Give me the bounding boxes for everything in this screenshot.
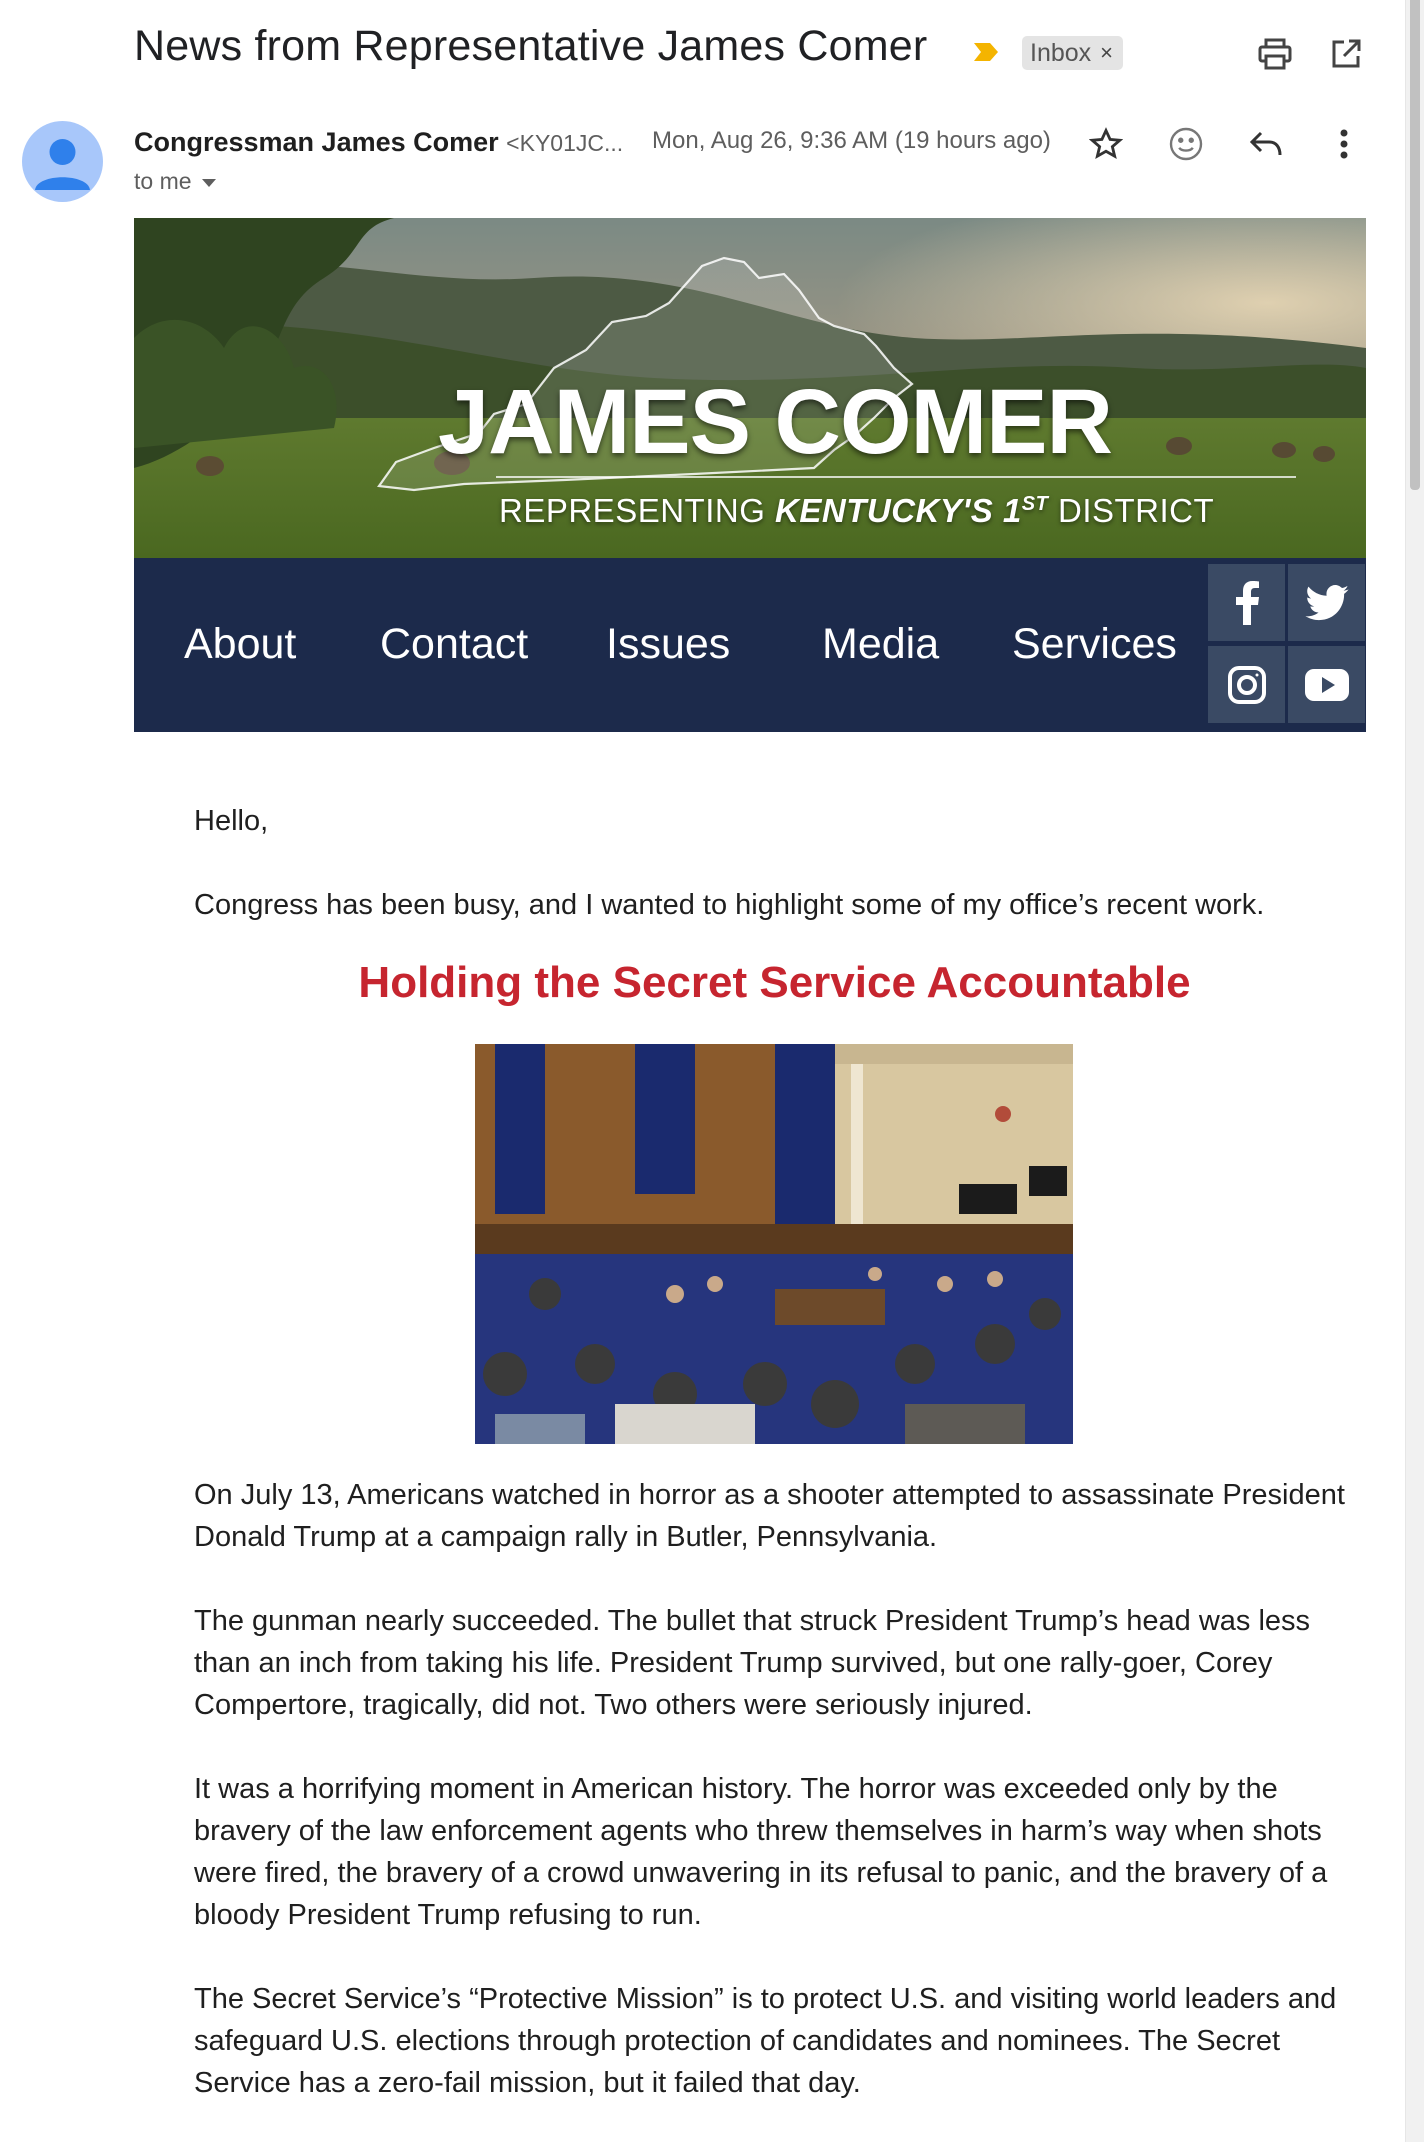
twitter-icon[interactable] xyxy=(1288,564,1365,641)
paragraph-2: The gunman nearly succeeded. The bullet that struck President Trump’s head was less than an inch from taking his life. President Trump survived, but one rally-goer, Corey Compertore, tragically, did not. Two others were seriously injured. xyxy=(194,1605,1311,1721)
greeting: Hello, xyxy=(194,805,269,837)
nav-contact[interactable]: Contact xyxy=(380,620,529,668)
recipient-line[interactable] xyxy=(134,168,216,195)
paragraph-4: The Secret Service’s “Protective Mission” is to protect U.S. and visiting world leaders and safeguard U.S. elections through protection of candidates and nominees. The Secret Service has a zero-fail mission, but it failed that day. xyxy=(194,1983,1337,2099)
intro-paragraph: Congress has been busy, and I wanted to highlight some of my office’s recent work. xyxy=(194,889,1265,921)
nav-media[interactable]: Media xyxy=(822,620,940,668)
more-options-icon[interactable] xyxy=(1322,122,1366,166)
banner-sub-suffix: DISTRICT xyxy=(1048,492,1215,529)
newsletter-nav xyxy=(134,558,1366,732)
open-in-new-window-icon[interactable] xyxy=(1326,34,1366,74)
instagram-icon[interactable] xyxy=(1208,646,1285,723)
inbox-label-chip xyxy=(1022,36,1123,70)
reply-icon[interactable] xyxy=(1244,122,1288,166)
banner-sub-state: KENTUCKY'S 1 xyxy=(775,492,1022,529)
section-headline: Holding the Secret Service Accountable xyxy=(358,958,1191,1007)
hearing-room-photo xyxy=(475,1044,1073,1444)
email-subject: News from Representative James Comer xyxy=(134,22,928,70)
sender-name[interactable]: Congressman James Comer xyxy=(134,127,499,157)
remove-label-button[interactable]: × xyxy=(1100,40,1114,65)
sender-line xyxy=(134,127,623,158)
importance-marker-icon[interactable] xyxy=(972,41,1000,63)
sender-avatar[interactable] xyxy=(22,121,103,202)
banner-sub-prefix: REPRESENTING xyxy=(499,492,776,529)
nav-about[interactable]: About xyxy=(184,620,297,668)
sender-address: <KY01JC... xyxy=(506,130,624,156)
facebook-icon[interactable] xyxy=(1208,564,1285,641)
banner-title: JAMES COMER xyxy=(438,371,1112,473)
banner-sub-sup: ST xyxy=(1021,493,1049,515)
banner-subtitle xyxy=(499,492,1214,530)
inbox-label-text: Inbox xyxy=(1030,38,1092,67)
paragraph-1: On July 13, Americans watched in horror as a shooter attempted to assassinate President Donald Trump at a campaign rally in Butler, Pennsylvania. xyxy=(194,1479,1345,1553)
print-icon[interactable] xyxy=(1255,34,1295,74)
nav-issues[interactable]: Issues xyxy=(606,620,731,668)
add-reaction-icon[interactable] xyxy=(1164,122,1208,166)
email-date: Mon, Aug 26, 9:36 AM (19 hours ago) xyxy=(652,127,1051,154)
recipient-text: to me xyxy=(134,168,192,194)
chevron-down-icon[interactable] xyxy=(202,179,216,187)
paragraph-3: It was a horrifying moment in American history. The horror was exceeded only by the bravery of the law enforcement agents who threw themselves in harm’s way when shots were fired, the bravery of a crowd unwavering in its refusal to panic, and the bravery of a bloody President Trump refusing to run. xyxy=(194,1773,1328,1931)
scrollbar[interactable] xyxy=(1405,0,1424,2142)
youtube-icon[interactable] xyxy=(1288,646,1365,723)
scrollbar-thumb[interactable] xyxy=(1410,0,1420,490)
nav-services[interactable]: Services xyxy=(1012,620,1177,668)
star-icon[interactable] xyxy=(1084,122,1128,166)
banner-divider xyxy=(496,476,1296,478)
newsletter-banner xyxy=(134,218,1366,558)
